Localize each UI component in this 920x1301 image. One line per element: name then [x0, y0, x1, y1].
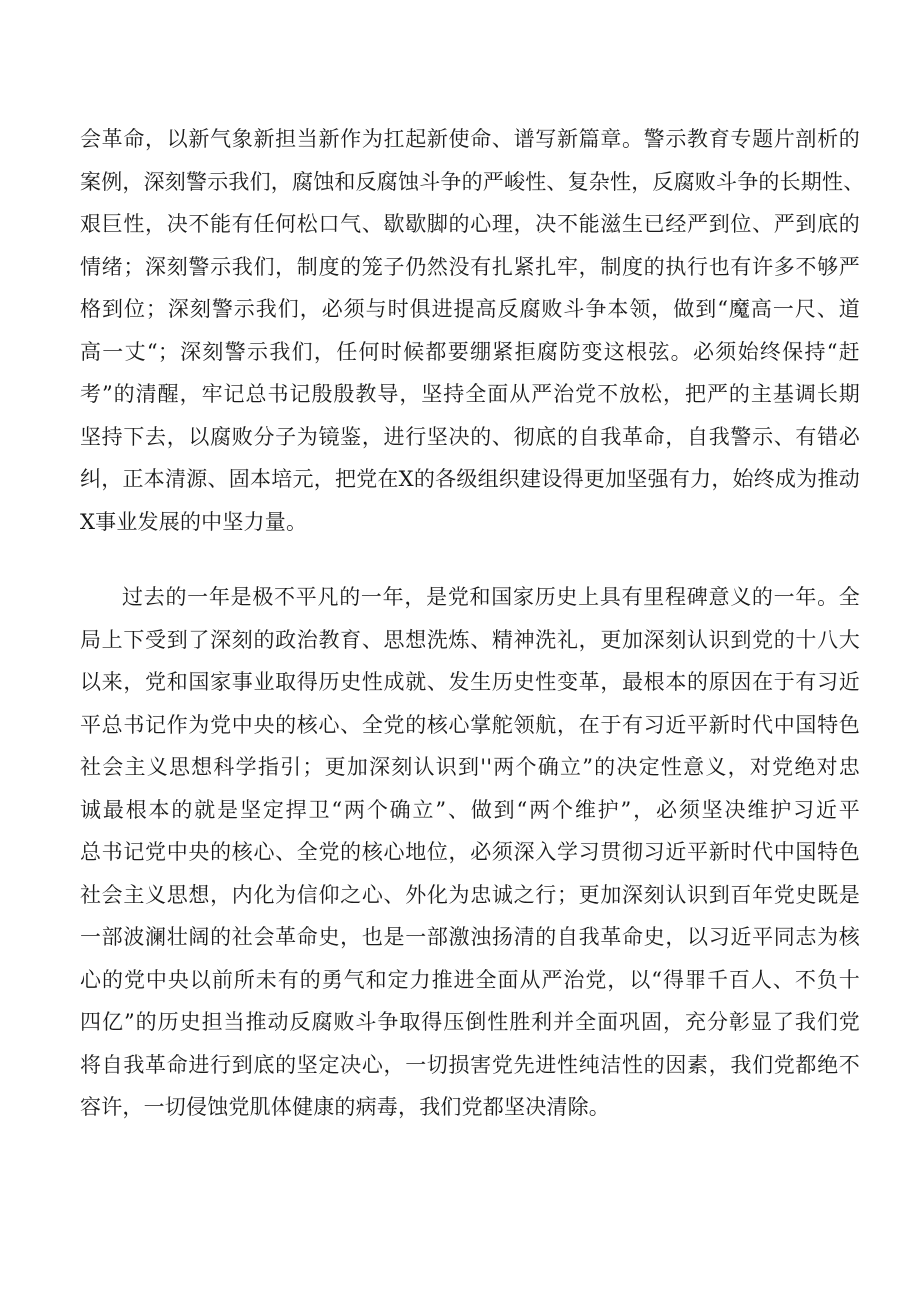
paragraph-2 — [80, 576, 860, 1129]
paragraph-2-line: 平总书记作为党中央的核心、全党的核心掌舵领航，在于有习近平新时代中国特色 — [80, 712, 860, 737]
paragraph-1-line: 案例，深刻警示我们，腐蚀和反腐蚀斗争的严峻性、复杂性，反腐败斗争的长期性、 — [80, 169, 865, 194]
paragraph-2-line: 社会主义思想，内化为信仰之心、外化为忠诚之行；更加深刻认识到百年党史既是 — [80, 882, 860, 907]
paragraph-1-line: 艰巨性，决不能有任何松口气、歇歇脚的心理，决不能滋生已经严到位、严到底的 — [80, 212, 860, 236]
paragraph-2-line: 容许，一切侵蚀党肌体健康的病毒，我们党都坚决清除。 — [80, 1095, 610, 1119]
paragraph-2-line: 四亿”的历史担当推动反腐败斗争取得压倒性胜利并全面巩固，充分彰显了我们党 — [80, 1010, 860, 1034]
paragraph-1-line: 情绪；深刻警示我们，制度的笼子仍然没有扎紧扎牢，制度的执行也有许多不够严 — [80, 254, 860, 279]
paragraph-1-line: 高一丈“；深刻警示我们，任何时候都要绷紧拒腐防变这根弦。必须始终保持“赶 — [80, 339, 860, 364]
paragraph-2-line: 将自我革命进行到底的坚定决心，一切损害党先进性纯洁性的因素，我们党都绝不 — [80, 1052, 860, 1077]
paragraph-2-line: 心的党中央以前所未有的勇气和定力推进全面从严治党，以“得罪千百人、不负十 — [80, 967, 860, 992]
paragraph-1-line: X事业发展的中坚力量。 — [80, 509, 308, 534]
paragraph-2-line: 以来，党和国家事业取得历史性成就、发生历史性变革，最根本的原因在于有习近 — [80, 670, 860, 694]
paragraph-2-line: 诚最根本的就是坚定捍卫“两个确立”、做到“两个维护”，必须坚决维护习近平 — [80, 797, 860, 822]
paragraph-1-line: 坚持下去，以腐败分子为镜鉴，进行坚决的、彻底的自我革命，自我警示、有错必 — [80, 424, 860, 449]
paragraph-2-line: 社会主义思想科学指引；更加深刻认识到''两个确立”的决定性意义，对党绝对忠 — [80, 755, 860, 779]
paragraph-1-line: 格到位；深刻警示我们，必须与时俱进提高反腐败斗争本领，做到“魔高一尺、道 — [80, 297, 860, 321]
paragraph-2-line: 局上下受到了深刻的政治教育、思想洗炼、精神洗礼，更加深刻认识到党的十八大 — [80, 627, 860, 652]
paragraph-1-line: 纠，正本清源、固本培元，把党在X的各级组织建设得更加坚强有力，始终成为推动 — [80, 467, 860, 491]
paragraph-1 — [80, 118, 865, 543]
paragraph-1-line: 会革命，以新气象新担当新作为扛起新使命、谱写新篇章。警示教育专题片剖析的 — [80, 127, 860, 151]
paragraph-1-line: 考”的清醒，牢记总书记殷殷教导，坚持全面从严治党不放松，把严的主基调长期 — [80, 382, 860, 406]
paragraph-2-line: 过去的一年是极不平凡的一年，是党和国家历史上具有里程碑意义的一年。全 — [122, 585, 860, 609]
paragraph-2-line: 一部波澜壮阔的社会革命史，也是一部激浊扬清的自我革命史，以习近平同志为核 — [80, 925, 860, 949]
paragraph-2-line: 总书记党中央的核心、全党的核心地位，必须深入学习贯彻习近平新时代中国特色 — [80, 840, 860, 864]
